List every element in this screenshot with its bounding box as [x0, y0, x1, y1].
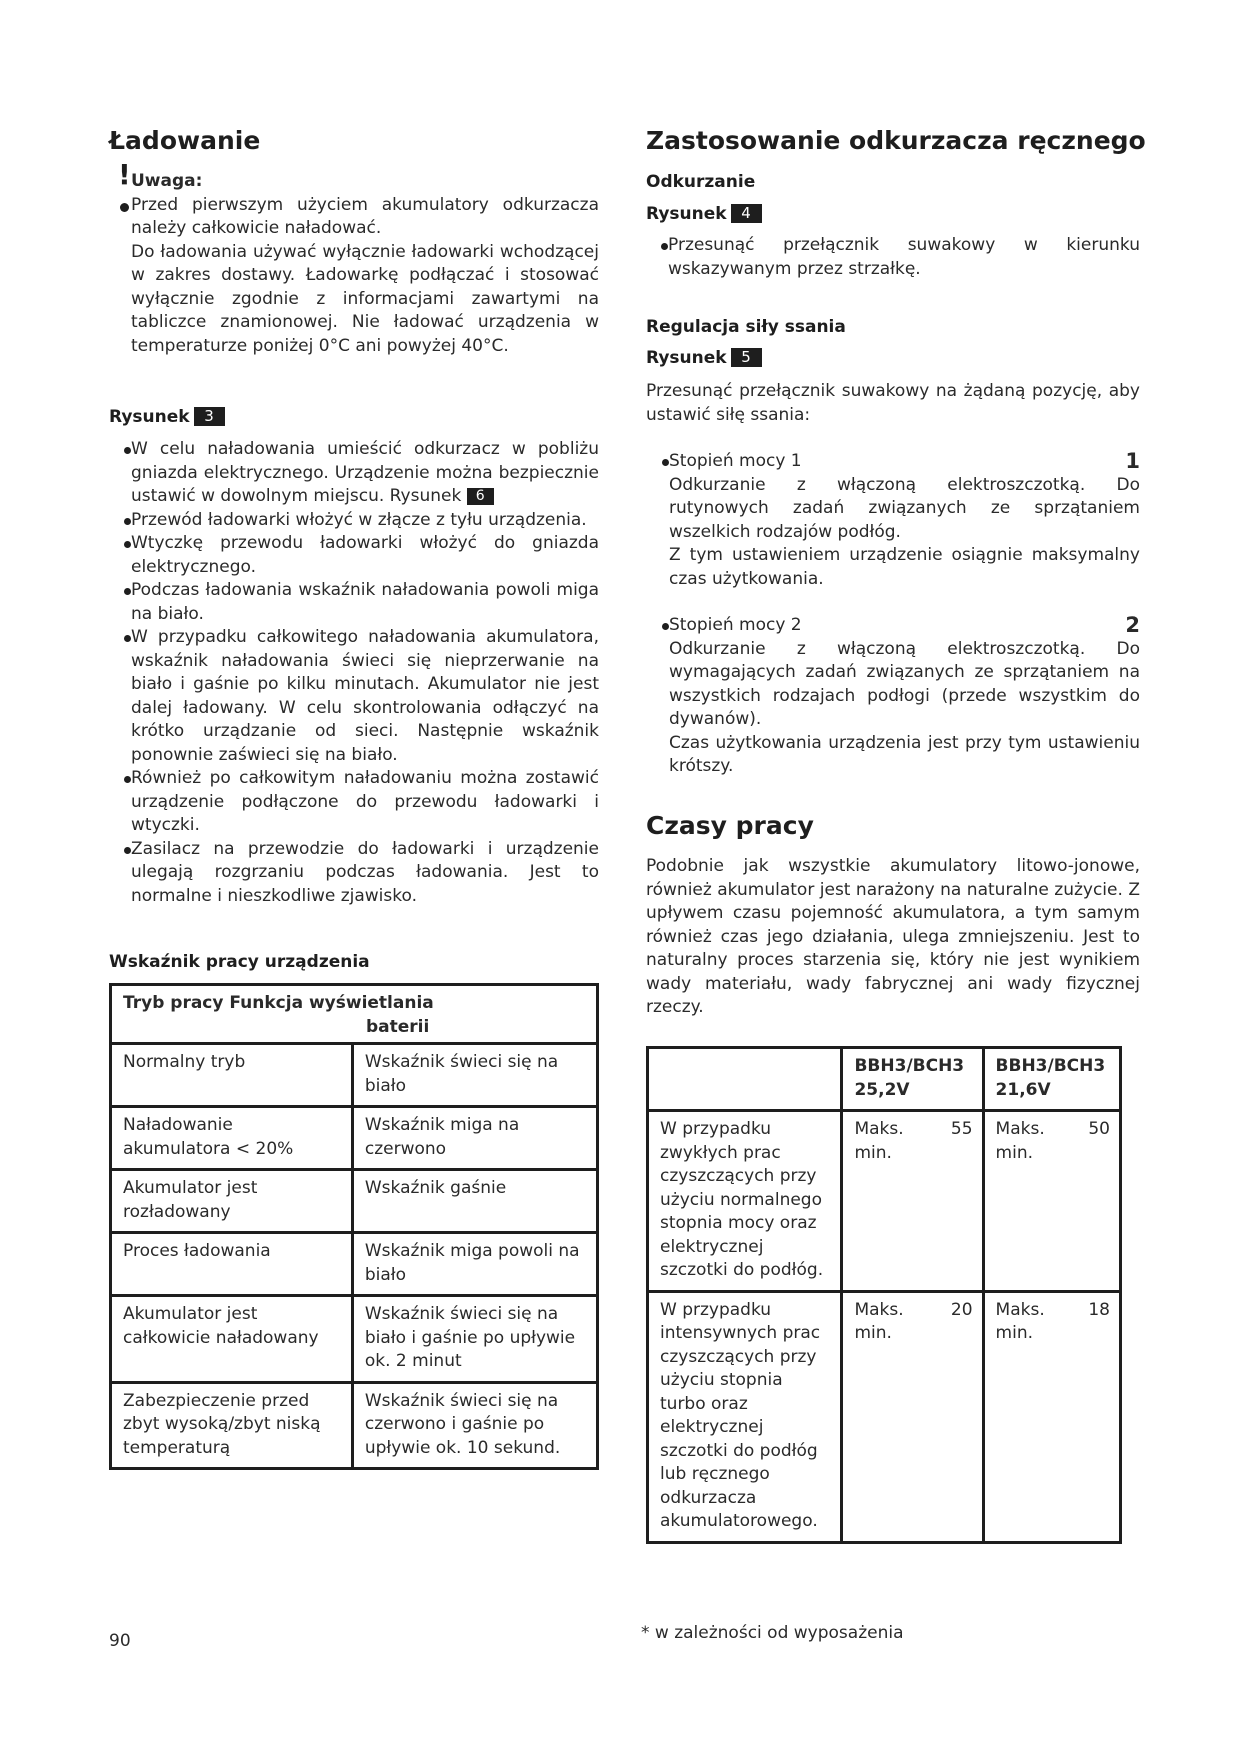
power-level-2: Stopień mocy 2 2 Odkurzanie z włączoną elektroszczotką. Do wymagających zadań związanych ze sprzątaniem na wszystkich rodzajach podłogi (przede wszystkim do dywanów). Czas użytkowania urządzenia jest przy tym ustawieniu krótszy.	[669, 614, 1140, 779]
runtime-table	[646, 1046, 1122, 1544]
warning-block	[118, 158, 599, 358]
list-item: W celu naładowania umieścić odkurzacz w pobliżu gniazda elektrycznego. Urządzenie można bezpiecznie ustawić w dowolnym miejscu. Rysunek 6	[131, 438, 599, 509]
list-item: Zasilacz na przewodzie do ładowarki i urządzenie ulegają rozgrzaniu podczas ładowania. Jest to normalne i nieszkodliwe zjawisko.	[131, 838, 599, 909]
figure-number-badge: 5	[731, 348, 762, 367]
vacuuming-heading: Odkurzanie	[646, 172, 756, 192]
figure-3-label	[109, 406, 225, 428]
bullet-dot-icon	[662, 623, 669, 630]
table-row: W przypadku intensywnych prac czyszczących przy użyciu stopnia turbo oraz elektrycznej szczotki do podłóg lub ręcznego odkurzacza akumulatorowego. Maks. 20 min. Maks. 18 min.	[648, 1291, 1121, 1542]
table-header-cell: BBH3/BCH3 25,2V	[842, 1048, 983, 1111]
bullet-dot-icon	[124, 541, 131, 548]
bullet-dot-icon	[124, 447, 131, 454]
charging-heading: Ładowanie	[109, 126, 261, 155]
table-header-row	[111, 985, 598, 1044]
list-item: Wtyczkę przewodu ładowarki włożyć do gniazda elektrycznego.	[131, 532, 599, 579]
suction-heading: Regulacja siły ssania	[646, 317, 846, 337]
figure-number-badge: 4	[731, 204, 762, 223]
bullet-dot-icon	[662, 459, 669, 466]
vacuuming-list	[668, 234, 1140, 281]
figure-number-badge: 3	[194, 407, 225, 426]
runtime-heading: Czasy pracy	[646, 811, 814, 840]
list-item: Przesunąć przełącznik suwakowy w kierunku wskazywanym przez strzałkę.	[668, 234, 1140, 281]
figure-label: Rysunek	[109, 407, 190, 427]
table-header-cell-empty	[648, 1048, 842, 1111]
list-item: Podczas ładowania wskaźnik naładowania powoli miga na biało.	[131, 579, 599, 626]
bullet-dot-icon	[124, 635, 131, 642]
table-header: Tryb pracy Funkcja wyświetlania baterii	[111, 985, 598, 1044]
bullet-dot-icon	[661, 243, 668, 250]
table-row: Naładowanie akumulatora < 20% Wskaźnik miga na czerwono	[111, 1107, 598, 1170]
list-item: W przypadku całkowitego naładowania akumulatora, wskaźnik naładowania świeci się nieprzerwanie na biało i gaśnie po kilku minutach. Akumulator nie jest dalej ładowany. W celu skontrolowania odłączyć na krótko urządzanie od sieci. Następnie wskaźnik ponownie zaświeci się na biało.	[131, 626, 599, 767]
status-table	[109, 983, 599, 1470]
page-number: 90	[109, 1631, 131, 1651]
handheld-use-heading: Zastosowanie odkurzacza ręcznego	[646, 126, 1146, 155]
table-row: Proces ładowania Wskaźnik miga powoli na biało	[111, 1233, 598, 1296]
table-header-row	[648, 1048, 1121, 1111]
figure-number-badge: 6	[467, 488, 494, 505]
table-row: W przypadku zwykłych prac czyszczących przy użyciu normalnego stopnia mocy oraz elektrycznej szczotki do podłóg. Maks. 55 min. Maks. 50 min.	[648, 1111, 1121, 1292]
bullet-dot-icon	[124, 588, 131, 595]
table-header-cell: BBH3/BCH3 21,6V	[983, 1048, 1120, 1111]
power-level-number: 2	[1125, 613, 1140, 637]
warning-title: Uwaga:	[131, 171, 203, 191]
power-level-1: Stopień mocy 1 1 Odkurzanie z włączoną elektroszczotką. Do rutynowych zadań związanych ze sprzątaniem wszelkich rodzajów podłóg. Z tym ustawieniem urządzenie osiągnie maksymalny czas użytkowania.	[669, 450, 1140, 591]
bullet-dot-icon	[124, 776, 131, 783]
warning-text-2: Do ładowania używać wyłącznie ładowarki wchodzącej w zakres dostawy. Ładowarkę podłączać i stosować wyłącznie zgodnie z informacjami zawartymi na tabliczce znamionowej. Nie ładować urządzenia w temperaturze poniżej 0°C ani powyżej 40°C.	[131, 241, 599, 356]
list-item: Przewód ładowarki włożyć w złącze z tyłu urządzenia.	[131, 509, 599, 533]
footnote: * w zależności od wyposażenia	[641, 1623, 904, 1643]
runtime-text: Podobnie jak wszystkie akumulatory litowo-jonowe, również akumulator jest narażony na naturalne zużycie. Z upływem czasu pojemność akumulatora, a tym samym również czas jego działania, ulega zmniejszeniu. Jest to naturalny proces starzenia się, który nie jest wynikiem wady materiału, wady fabrycznej ani wady fizycznej rzeczy.	[646, 856, 1140, 1017]
table-row: Akumulator jest rozładowany Wskaźnik gaśnie	[111, 1170, 598, 1233]
figure-5-label: Rysunek 5	[646, 347, 762, 369]
bullet-dot-icon	[120, 203, 129, 212]
charging-steps-list	[131, 438, 599, 908]
figure-4-label: Rysunek 4	[646, 203, 762, 225]
status-indicator-heading: Wskaźnik pracy urządzenia	[109, 952, 370, 972]
table-row: Zabezpieczenie przed zbyt wysoką/zbyt niską temperaturą Wskaźnik świeci się na czerwono i gaśnie po upływie ok. 10 sekund.	[111, 1382, 598, 1469]
power-level-number: 1	[1125, 449, 1140, 473]
bullet-dot-icon	[124, 847, 131, 854]
table-row: Akumulator jest całkowicie naładowany Wskaźnik świeci się na biało i gaśnie po upływie ok. 2 minut	[111, 1296, 598, 1383]
suction-intro: Przesunąć przełącznik suwakowy na żądaną pozycję, aby ustawić siłę ssania:	[646, 381, 1140, 425]
warning-text: Przed pierwszym użyciem akumulatory odkurzacza należy całkowicie naładować.	[131, 194, 599, 238]
bullet-dot-icon	[124, 518, 131, 525]
warning-exclamation-icon: !	[118, 158, 131, 191]
list-item: Również po całkowitym naładowaniu można zostawić urządzenie podłączone do przewodu ładowarki i wtyczki.	[131, 767, 599, 838]
table-row: Normalny tryb Wskaźnik świeci się na biało	[111, 1044, 598, 1107]
